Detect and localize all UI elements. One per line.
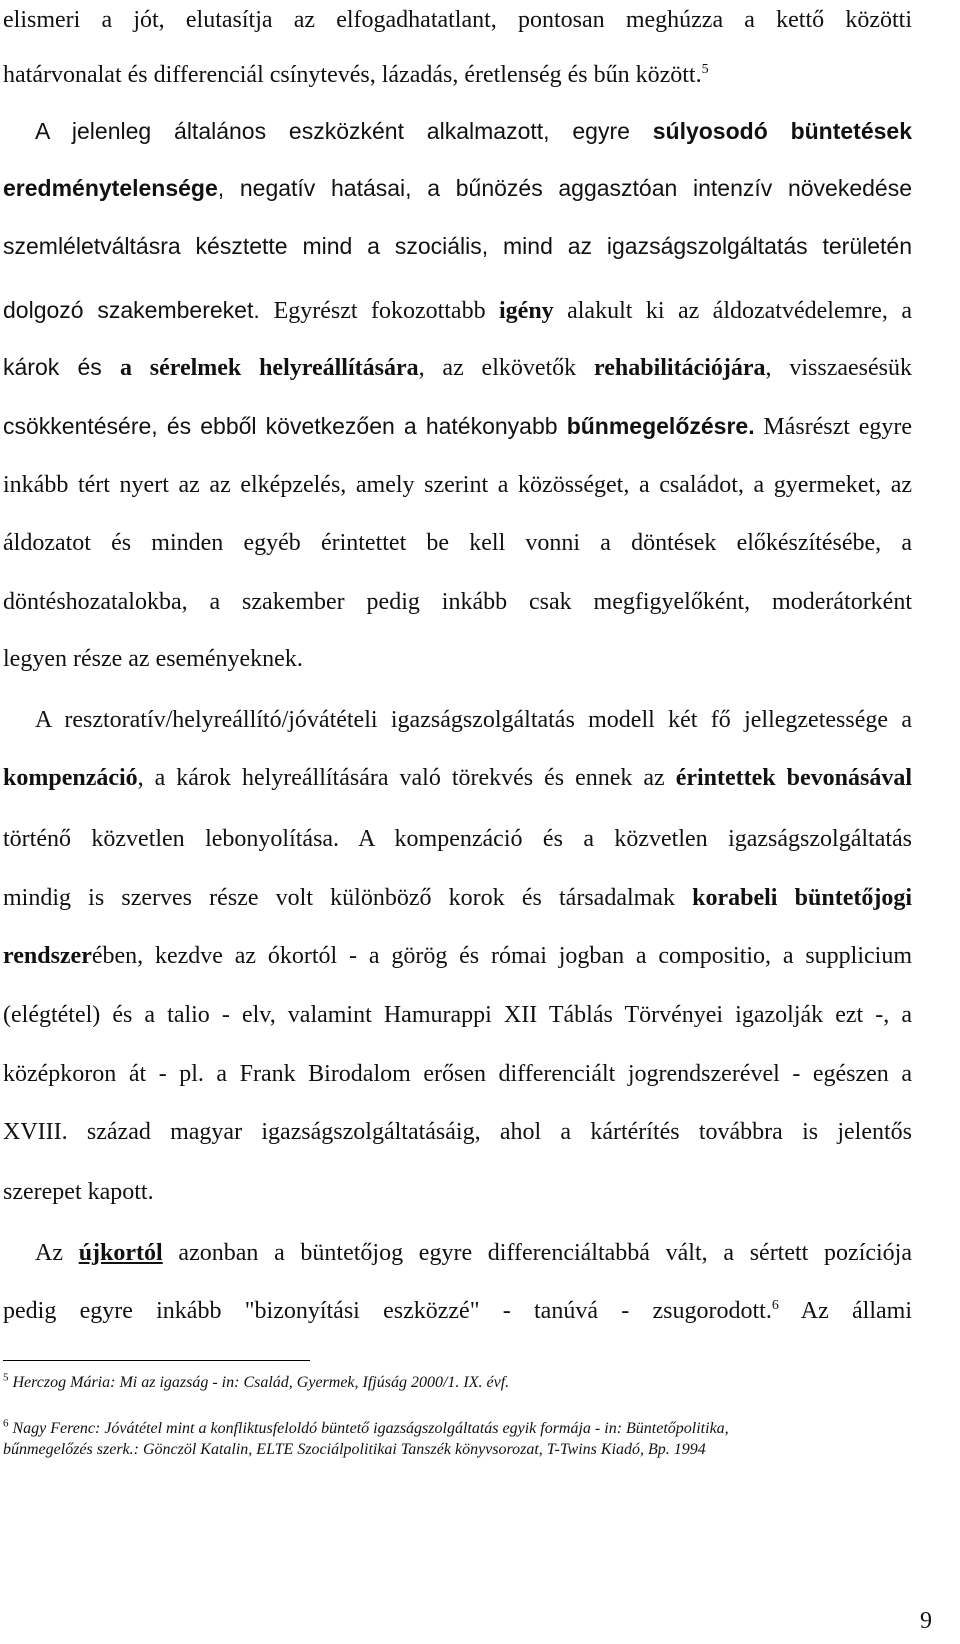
text-span: dolgozó szakembereket. — [3, 297, 274, 323]
text-span: történő közvetlen lebonyolítása. A kompenzáció és a közvetlen igazságszolgáltatás — [3, 826, 912, 852]
text-line — [35, 1237, 912, 1269]
text-span: inkább tért nyert az az elképzelés, amely szerint a közösséget, a családot, a gyermeket, az — [3, 472, 912, 498]
text-span: szerepet kapott. — [3, 1179, 154, 1205]
bold-text: igény — [499, 298, 554, 324]
bold-text: rendszer — [3, 943, 92, 969]
text-span: legyen része az eseményeknek. — [3, 646, 303, 672]
text-line — [3, 940, 912, 972]
text-line — [3, 527, 912, 559]
text-span: alakult ki az áldozatvédelemre, a — [553, 298, 912, 324]
text-line — [3, 469, 912, 501]
text-line — [35, 115, 912, 147]
text-span: , a károk helyreállítására való törekvés és ennek az — [137, 765, 676, 791]
text-span: döntéshozatalokba, a szakember pedig inkább csak megfigyelőként, moderátorként — [3, 589, 912, 615]
footnote-number: 5 — [3, 1371, 9, 1384]
text-span: határvonalat és differenciál csínytevés, lázadás, éretlenség és bűn között. — [3, 62, 702, 88]
footnote-ref: 6 — [771, 1298, 779, 1313]
text-line — [3, 1058, 912, 1090]
text-span: , visszaesésük — [765, 355, 912, 381]
text-span: A jelenleg általános eszközként alkalmazott, egyre — [35, 118, 653, 144]
bold-text: kompenzáció — [3, 765, 138, 791]
bold-text: érintettek bevonásával — [675, 765, 912, 791]
bold-text: korabeli büntetőjogi — [692, 885, 912, 911]
text-line — [3, 1295, 912, 1327]
text-span: középkoron át - pl. a Frank Birodalom erősen differenciált jogrendszerével - egészen a — [3, 1061, 912, 1087]
text-span: károk és — [3, 354, 120, 380]
footnote-text: Herczog Mária: Mi az igazság - in: Család, Gyermek, Ifjúság 2000/1. IX. évf. — [12, 1374, 510, 1391]
footnote-6 — [3, 1418, 910, 1440]
text-line — [3, 999, 912, 1031]
text-span: azonban a büntetőjog egyre differenciáltabbá vált, a sértett pozíciója — [162, 1240, 913, 1266]
text-line — [3, 643, 912, 675]
footnote-number: 6 — [3, 1417, 9, 1430]
bold-text: bűnmegelőzésre. — [566, 413, 755, 439]
text-span: (elégtétel) és a talio - elv, valamint Hamurappi XII Táblás Törvényei igazolják ezt -, a — [3, 1002, 912, 1028]
text-line — [35, 704, 912, 736]
text-span: ében, kezdve az ókortól - a görög és római jogban a compositio, a supplicium — [91, 943, 912, 969]
text-span: pedig egyre inkább "bizonyítási eszközzé" - tanúvá - zsugorodott. — [3, 1298, 772, 1324]
text-line — [3, 1116, 912, 1148]
footnote-6-continued — [3, 1439, 910, 1461]
text-line — [3, 351, 912, 384]
footnote-5 — [3, 1372, 910, 1394]
text-span: Másrészt egyre — [754, 414, 913, 440]
text-line — [3, 586, 912, 618]
text-line — [3, 762, 912, 794]
footnote-separator — [3, 1360, 310, 1361]
text-span: Az — [35, 1240, 79, 1266]
text-line — [3, 230, 912, 262]
text-line — [3, 410, 912, 443]
bold-text: súlyosodó büntetések — [652, 118, 913, 144]
bold-text: eredménytelensége — [3, 175, 218, 201]
text-span: Egyrészt fokozottabb — [273, 298, 500, 324]
text-line — [3, 1176, 912, 1208]
bold-underlined-text: újkortól — [78, 1240, 163, 1266]
text-span: A resztoratív/helyreállító/jóvátételi igazságszolgáltatás modell két fő jellegzetessége a — [35, 707, 912, 733]
text-span: mindig is szerves része volt különböző korok és társadalmak — [3, 885, 693, 911]
text-span: áldozatot és minden egyéb érintettet be kell vonni a döntések előkészítésébe, a — [3, 530, 912, 556]
footnote-text: bűnmegelőzés szerk.: Gönczöl Katalin, ELTE Szociálpolitikai Tanszék könyvsorozat, T-Twins Kiadó, Bp. 1994 — [3, 1441, 706, 1458]
text-line — [3, 172, 912, 204]
text-span: Az állami — [778, 1298, 912, 1324]
text-line — [3, 823, 912, 855]
page-number: 9 — [920, 1608, 932, 1634]
bold-text: a sérelmek helyreállítására — [119, 355, 419, 381]
bold-text: rehabilitációjára — [594, 355, 766, 381]
text-span: szemléletváltásra késztette mind a szociális, mind az igazságszolgáltatás területén — [3, 233, 912, 259]
footnote-ref: 5 — [701, 62, 709, 77]
footnote-text: Nagy Ferenc: Jóvátétel mint a konfliktusfeloldó büntető igazságszolgáltatás egyik formája - in: Büntetőpolitika, — [12, 1420, 729, 1437]
text-line — [3, 294, 912, 327]
text-span: XVIII. század magyar igazságszolgáltatásáig, ahol a kártérítés továbbra is jelentős — [3, 1119, 912, 1145]
text-span: elismeri a jót, elutasítja az elfogadhatatlant, pontosan meghúzza a kettő közötti — [3, 7, 912, 33]
text-line — [3, 882, 912, 914]
text-span: csökkentésére, és ebből következően a hatékonyabb — [3, 413, 567, 439]
text-line — [3, 59, 912, 91]
text-span: , negatív hatásai, a bűnözés aggasztóan intenzív növekedése — [217, 175, 912, 201]
text-line — [3, 4, 912, 36]
text-span: , az elkövetők — [418, 355, 594, 381]
